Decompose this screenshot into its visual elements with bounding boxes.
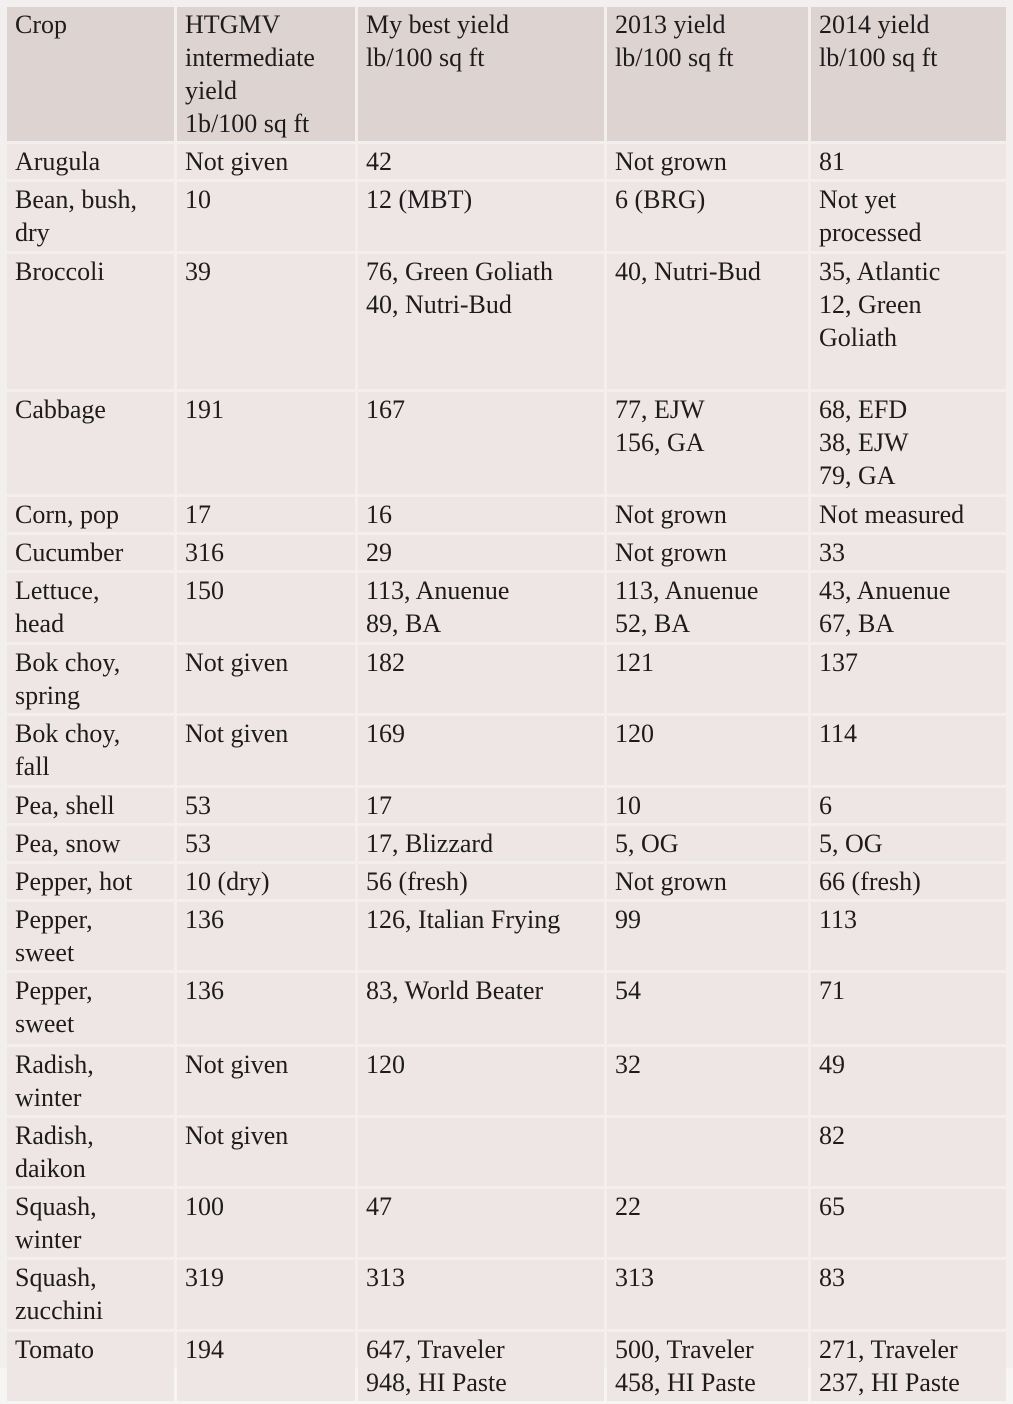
cell-crop: Bok choy, fall xyxy=(7,716,174,785)
cell-2013-yield: Not grown xyxy=(607,535,808,570)
cell-best-yield: 126, Italian Frying xyxy=(358,902,604,970)
cell-crop: Radish, daikon xyxy=(7,1118,174,1186)
cell-htgmv-yield: Not given xyxy=(177,144,355,179)
cell-htgmv-yield: Not given xyxy=(177,716,355,785)
table-row xyxy=(7,392,1006,494)
cell-2013-yield xyxy=(607,1118,808,1186)
table-row xyxy=(7,826,1006,861)
cell-2013-yield: 22 xyxy=(607,1189,808,1257)
table-row xyxy=(7,788,1006,823)
cell-best-yield: 16 xyxy=(358,497,604,532)
header-htgmv-yield: HTGMV intermediate yield 1b/100 sq ft xyxy=(177,7,355,141)
cell-htgmv-yield: 150 xyxy=(177,573,355,642)
table-row xyxy=(7,535,1006,570)
cell-2013-yield: Not grown xyxy=(607,864,808,899)
cell-crop: Pea, shell xyxy=(7,788,174,823)
yield-table xyxy=(4,4,1009,1404)
cell-2013-yield: 40, Nutri-Bud xyxy=(607,254,808,389)
cell-2013-yield: 6 (BRG) xyxy=(607,182,808,251)
cell-htgmv-yield: 191 xyxy=(177,392,355,494)
cell-2014-yield: 137 xyxy=(811,645,1006,713)
table-body xyxy=(7,144,1006,1401)
cell-crop: Pepper, sweet xyxy=(7,973,174,1044)
cell-best-yield: 12 (MBT) xyxy=(358,182,604,251)
cell-best-yield: 120 xyxy=(358,1047,604,1115)
cell-2014-yield: 68, EFD 38, EJW 79, GA xyxy=(811,392,1006,494)
table-row xyxy=(7,144,1006,179)
cell-2013-yield: Not grown xyxy=(607,144,808,179)
cell-crop: Lettuce, head xyxy=(7,573,174,642)
cell-crop: Pepper, hot xyxy=(7,864,174,899)
cell-2014-yield: Not yet processed xyxy=(811,182,1006,251)
cell-crop: Bean, bush, dry xyxy=(7,182,174,251)
cell-best-yield: 47 xyxy=(358,1189,604,1257)
cell-2013-yield: Not grown xyxy=(607,497,808,532)
table-row xyxy=(7,1189,1006,1257)
cell-best-yield: 647, Traveler 948, HI Paste xyxy=(358,1332,604,1401)
cell-htgmv-yield: 194 xyxy=(177,1332,355,1401)
cell-2013-yield: 500, Traveler 458, HI Paste xyxy=(607,1332,808,1401)
header-best-yield: My best yield lb/100 sq ft xyxy=(358,7,604,141)
cell-2014-yield: 82 xyxy=(811,1118,1006,1186)
cell-best-yield: 17 xyxy=(358,788,604,823)
cell-htgmv-yield: 316 xyxy=(177,535,355,570)
cell-crop: Bok choy, spring xyxy=(7,645,174,713)
cell-crop: Corn, pop xyxy=(7,497,174,532)
cell-crop: Tomato xyxy=(7,1332,174,1401)
cell-htgmv-yield: 17 xyxy=(177,497,355,532)
cell-2014-yield: 43, Anuenue 67, BA xyxy=(811,573,1006,642)
cell-best-yield: 182 xyxy=(358,645,604,713)
cell-crop: Cabbage xyxy=(7,392,174,494)
cell-2013-yield: 77, EJW 156, GA xyxy=(607,392,808,494)
cell-best-yield: 313 xyxy=(358,1260,604,1329)
cell-2014-yield: 271, Traveler 237, HI Paste xyxy=(811,1332,1006,1401)
cell-2014-yield: 114 xyxy=(811,716,1006,785)
cell-htgmv-yield: 53 xyxy=(177,826,355,861)
cell-best-yield: 17, Blizzard xyxy=(358,826,604,861)
cell-2014-yield: 66 (fresh) xyxy=(811,864,1006,899)
header-row xyxy=(7,7,1006,141)
cell-2014-yield: 49 xyxy=(811,1047,1006,1115)
table-row xyxy=(7,1332,1006,1401)
cell-2013-yield: 32 xyxy=(607,1047,808,1115)
cell-crop: Squash, zucchini xyxy=(7,1260,174,1329)
cell-htgmv-yield: 319 xyxy=(177,1260,355,1329)
table-row xyxy=(7,864,1006,899)
cell-2013-yield: 10 xyxy=(607,788,808,823)
cell-2014-yield: 71 xyxy=(811,973,1006,1044)
table-row xyxy=(7,1047,1006,1115)
cell-2014-yield: 81 xyxy=(811,144,1006,179)
cell-2013-yield: 121 xyxy=(607,645,808,713)
cell-best-yield: 42 xyxy=(358,144,604,179)
table-row xyxy=(7,645,1006,713)
cell-crop: Pepper, sweet xyxy=(7,902,174,970)
cell-best-yield: 113, Anuenue 89, BA xyxy=(358,573,604,642)
cell-crop: Radish, winter xyxy=(7,1047,174,1115)
cell-2014-yield: 6 xyxy=(811,788,1006,823)
cell-2013-yield: 120 xyxy=(607,716,808,785)
cell-htgmv-yield: 10 (dry) xyxy=(177,864,355,899)
cell-htgmv-yield: Not given xyxy=(177,1047,355,1115)
cell-2013-yield: 99 xyxy=(607,902,808,970)
cell-2014-yield: 5, OG xyxy=(811,826,1006,861)
table-row xyxy=(7,182,1006,251)
cell-2013-yield: 113, Anuenue 52, BA xyxy=(607,573,808,642)
table-row xyxy=(7,1118,1006,1186)
cell-2013-yield: 5, OG xyxy=(607,826,808,861)
table-row xyxy=(7,573,1006,642)
table-row xyxy=(7,1260,1006,1329)
header-2013-yield: 2013 yield lb/100 sq ft xyxy=(607,7,808,141)
cell-2014-yield: 113 xyxy=(811,902,1006,970)
cell-htgmv-yield: 136 xyxy=(177,902,355,970)
cell-2014-yield: 35, Atlantic 12, Green Goliath xyxy=(811,254,1006,389)
cell-best-yield: 56 (fresh) xyxy=(358,864,604,899)
cell-2014-yield: Not measured xyxy=(811,497,1006,532)
cell-2014-yield: 65 xyxy=(811,1189,1006,1257)
table-row xyxy=(7,254,1006,389)
cell-best-yield: 167 xyxy=(358,392,604,494)
table-row xyxy=(7,497,1006,532)
cell-2013-yield: 54 xyxy=(607,973,808,1044)
cell-crop: Arugula xyxy=(7,144,174,179)
cell-best-yield xyxy=(358,1118,604,1186)
cell-best-yield: 76, Green Goliath 40, Nutri-Bud xyxy=(358,254,604,389)
cell-htgmv-yield: 53 xyxy=(177,788,355,823)
cell-htgmv-yield: Not given xyxy=(177,645,355,713)
cell-2014-yield: 33 xyxy=(811,535,1006,570)
table-row xyxy=(7,716,1006,785)
cell-crop: Squash, winter xyxy=(7,1189,174,1257)
cell-crop: Broccoli xyxy=(7,254,174,389)
header-crop: Crop xyxy=(7,7,174,141)
cell-best-yield: 169 xyxy=(358,716,604,785)
cell-crop: Pea, snow xyxy=(7,826,174,861)
cell-htgmv-yield: 39 xyxy=(177,254,355,389)
table-row xyxy=(7,902,1006,970)
header-2014-yield: 2014 yield lb/100 sq ft xyxy=(811,7,1006,141)
cell-2014-yield: 83 xyxy=(811,1260,1006,1329)
cell-crop: Cucumber xyxy=(7,535,174,570)
table-row xyxy=(7,973,1006,1044)
cell-htgmv-yield: 136 xyxy=(177,973,355,1044)
cell-2013-yield: 313 xyxy=(607,1260,808,1329)
cell-htgmv-yield: 100 xyxy=(177,1189,355,1257)
cell-htgmv-yield: Not given xyxy=(177,1118,355,1186)
cell-best-yield: 29 xyxy=(358,535,604,570)
cell-htgmv-yield: 10 xyxy=(177,182,355,251)
cell-best-yield: 83, World Beater xyxy=(358,973,604,1044)
